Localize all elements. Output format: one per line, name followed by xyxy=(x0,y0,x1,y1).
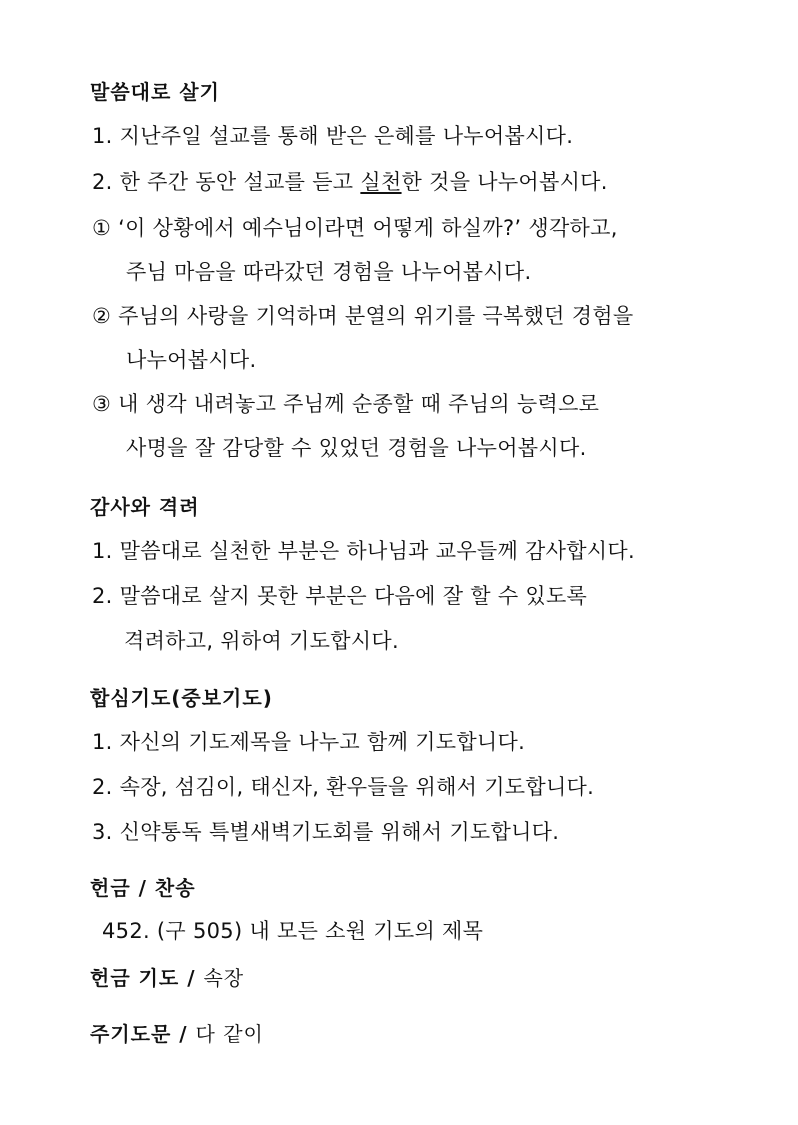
sub-item-continuation: 사명을 잘 감당할 수 있었던 경험을 나누어봅시다. xyxy=(126,436,587,460)
hymn-line: 452. (구 505) 내 모든 소원 기도의 제목 xyxy=(102,919,484,943)
sub-item-continuation: 주님 마음을 따라갔던 경험을 나누어봅시다. xyxy=(126,260,532,284)
item-text: 지난주일 설교를 통해 받은 은혜를 나누어봅시다. xyxy=(119,124,574,148)
item-number: 1. xyxy=(92,730,113,754)
lords-prayer-label: 주기도문 / xyxy=(90,1022,196,1046)
item-number: 2. xyxy=(92,584,113,608)
list-item xyxy=(92,771,594,801)
list-item xyxy=(92,120,573,150)
list-item xyxy=(92,580,587,610)
item-text: 자신의 기도제목을 나누고 함께 기도합니다. xyxy=(119,730,526,754)
section-title-thanks-and-encouragement: 감사와 격려 xyxy=(90,495,200,519)
section-title-offering-hymn: 헌금 / 찬송 xyxy=(90,876,196,900)
lords-prayer-participants: 다 같이 xyxy=(195,1022,264,1046)
item-number: 3. xyxy=(92,820,113,844)
circled-number-1: ① xyxy=(92,216,112,240)
item-number: 1. xyxy=(92,539,113,563)
item-text: 신약통독 특별새벽기도회를 위해서 기도합니다. xyxy=(119,820,560,844)
sub-item-text: 주님의 사랑을 기억하며 분열의 위기를 극복했던 경험을 xyxy=(118,304,634,328)
sub-item xyxy=(92,212,618,242)
circled-number-2: ② xyxy=(92,304,112,328)
offering-prayer-label: 헌금 기도 / xyxy=(90,966,204,990)
item-text-underlined: 실천 xyxy=(360,170,402,194)
section-title-living-the-word: 말씀대로 살기 xyxy=(90,80,220,104)
item-text: 말씀대로 실천한 부분은 하나님과 교우들께 감사합시다. xyxy=(119,539,635,563)
section-title-lords-prayer xyxy=(90,1018,264,1047)
item-text-post: 한 것을 나누어봅시다. xyxy=(401,170,608,194)
list-item xyxy=(92,726,525,756)
item-text: 말씀대로 살지 못한 부분은 다음에 잘 할 수 있도록 xyxy=(119,584,588,608)
list-item xyxy=(92,535,635,565)
item-text: 속장, 섬김이, 태신자, 환우들을 위해서 기도합니다. xyxy=(119,775,595,799)
sub-item-text: ‘이 상황에서 예수님이라면 어떻게 하실까?’ 생각하고, xyxy=(118,216,618,240)
offering-prayer-leader: 속장 xyxy=(203,966,245,990)
section-title-united-prayer: 합심기도(중보기도) xyxy=(90,686,273,710)
list-item xyxy=(92,816,559,846)
circled-number-3: ③ xyxy=(92,392,112,416)
item-number: 1. xyxy=(92,124,113,148)
sub-item xyxy=(92,388,599,418)
sub-item xyxy=(92,300,633,330)
sub-item-continuation: 나누어봅시다. xyxy=(126,348,257,372)
item-text-pre: 한 주간 동안 설교를 듣고 xyxy=(119,170,361,194)
item-number: 2. xyxy=(92,170,113,194)
list-item-continuation: 격려하고, 위하여 기도합시다. xyxy=(124,629,399,653)
section-title-offering-prayer xyxy=(90,962,244,991)
sub-item-text: 내 생각 내려놓고 주님께 순종할 때 주님의 능력으로 xyxy=(118,392,600,416)
list-item xyxy=(92,166,608,196)
item-number: 2. xyxy=(92,775,113,799)
